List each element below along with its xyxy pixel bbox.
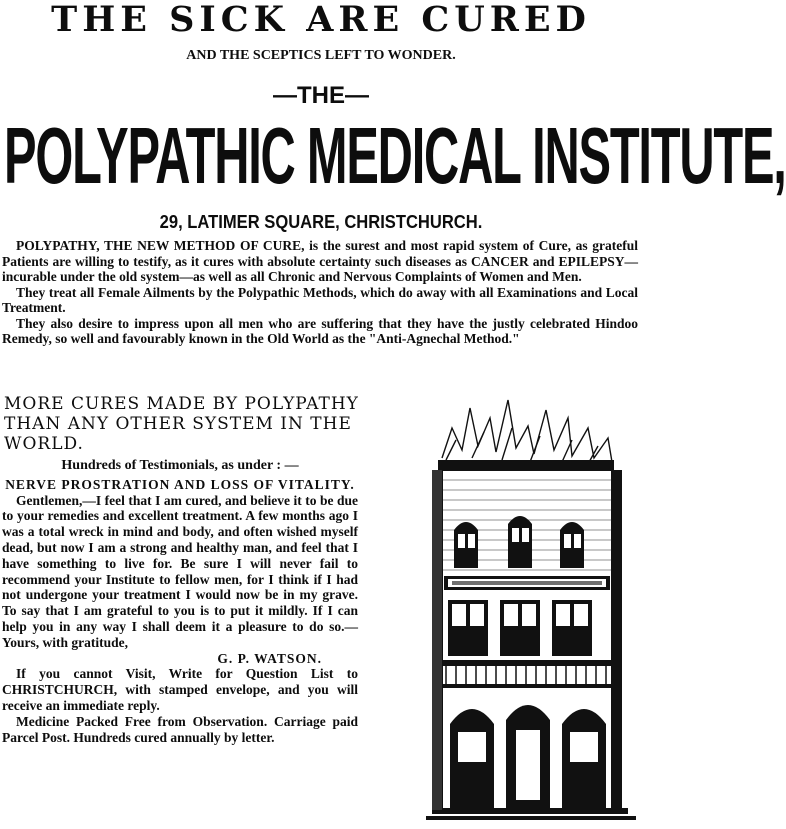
intro-paragraph: They also desire to impress upon all men who are suffering that they have the justly celebrated Hindoo Remedy, so well and favourably known in the Old World as the "Anti-Agnechal Method." bbox=[2, 315, 638, 346]
subheadline: AND THE SCEPTICS LEFT TO WONDER. bbox=[186, 48, 456, 63]
lead-claim: MORE CURES MADE BY POLYPATHY THAN ANY OTHER SYSTEM IN THE WORLD. bbox=[4, 394, 359, 454]
intro-paragraph: POLYPATHY, THE NEW METHOD OF CURE, is the surest and most rapid system of Cure, as grateful Patients are willing to testify, as it cures with absolute certainty such diseases as CANCER and EPILEPSY—incurable under the old system—as well as all Chronic and Nervous Complaints of Women and Men. bbox=[2, 238, 638, 284]
testimonial-letter: Gentlemen,—I feel that I am cured, and believe it to be due to your remedies and excellent treatment. A few months ago I was a total wreck in mind and body, and often wished myself dead, but now I am a strong and healthy man, and feel that I have something to live for. Be sure I will never fail to recommend your Institute to fellow men, for I think if I had not undergone your treatment I would now be in my grave. To say that I am grateful to you is to put it mildly. If I can help you in any way I shall deem it a pleasure to do so.—Yours, with gratitude, bbox=[2, 492, 358, 650]
ailment-heading: NERVE PROSTRATION AND LOSS OF VITALITY. bbox=[5, 476, 355, 492]
institute-name: POLYPATHIC MEDICAL INSTITUTE, bbox=[4, 111, 786, 200]
institute-building-illustration bbox=[412, 388, 642, 828]
intro-paragraph: They treat all Female Ailments by the Polypathic Methods, which do away with all Examinations and Local Treatment. bbox=[2, 284, 638, 315]
intro-block bbox=[2, 238, 638, 347]
signature: G. P. WATSON. bbox=[217, 650, 322, 666]
the-label: —THE— bbox=[273, 82, 369, 109]
address-line: 29, LATIMER SQUARE, CHRISTCHURCH. bbox=[159, 212, 483, 232]
testimonial-column bbox=[2, 458, 358, 745]
testimonials-heading: Hundreds of Testimonials, as under : — bbox=[61, 458, 299, 473]
packing-paragraph: Medicine Packed Free from Observation. Carriage paid Parcel Post. Hundreds cured annually by letter. bbox=[2, 713, 358, 745]
visit-paragraph: If you cannot Visit, Write for Question List to CHRISTCHURCH, with stamped envelope, and you will receive an immediate reply. bbox=[2, 666, 358, 713]
headline: THE SICK ARE CURED bbox=[51, 0, 591, 40]
